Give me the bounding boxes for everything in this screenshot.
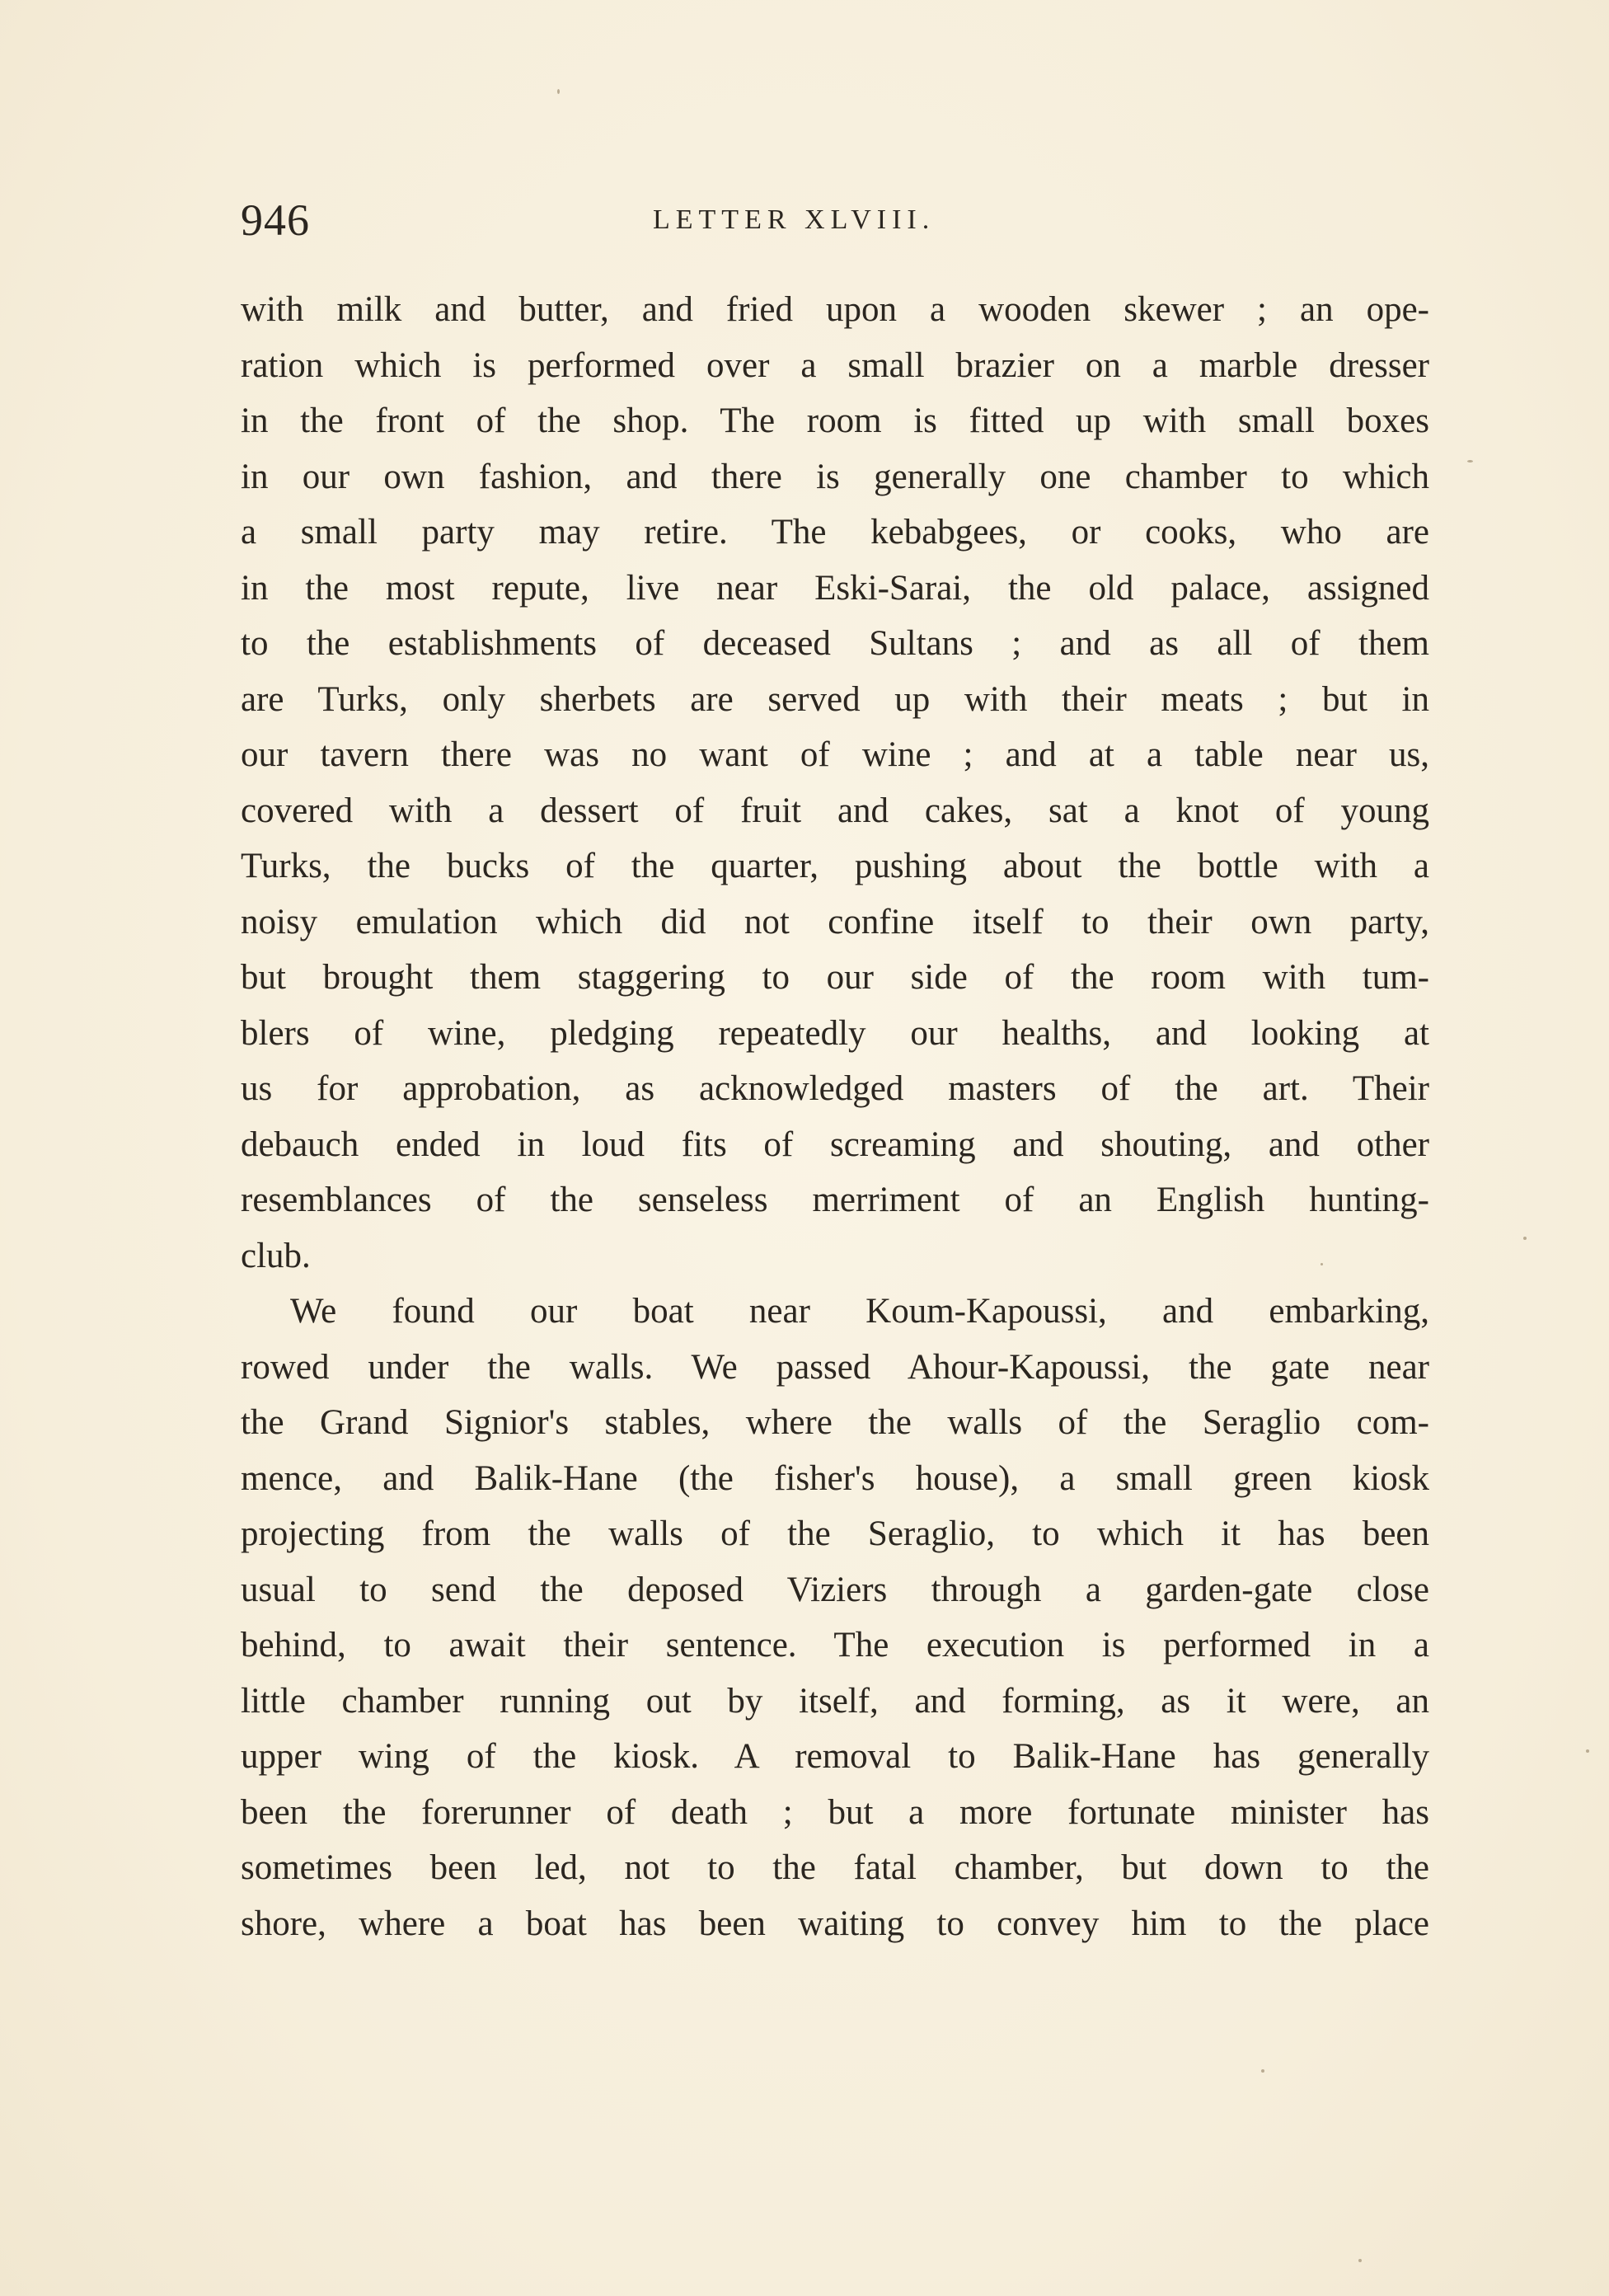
text-line: We found our boat near Koum-Kapoussi, and embarking, <box>290 1292 1429 1331</box>
text-line: debauch ended in loud fits of screaming and shouting, and other <box>241 1125 1429 1164</box>
paper-speck <box>557 89 560 94</box>
body-text <box>241 282 1429 1951</box>
text-line: shore, where a boat has been waiting to convey him to the place <box>241 1904 1429 1943</box>
text-line: Turks, the bucks of the quarter, pushing about the bottle with a <box>241 847 1429 885</box>
text-line: usual to send the deposed Viziers through a garden-gate close <box>241 1570 1429 1609</box>
paper-speck <box>1358 2259 1362 2262</box>
text-line: are Turks, only sherbets are served up with their meats ; but in <box>241 679 1429 719</box>
paper-speck <box>1261 2069 1264 2073</box>
page-number: 946 <box>241 195 310 245</box>
text-line: in the most repute, live near Eski-Sarai, the old palace, assigned <box>241 568 1429 608</box>
letter-title: LETTER XLVIII. <box>653 204 936 235</box>
text-line: ration which is performed over a small brazier on a marble dresser <box>241 345 1429 385</box>
text-line: with milk and butter, and fried upon a wooden skewer ; an ope- <box>241 290 1429 329</box>
text-line: mence, and Balik-Hane (the fisher's house), a small green kiosk <box>241 1458 1429 1498</box>
text-line: been the forerunner of death ; but a more fortunate minister has <box>241 1792 1429 1832</box>
text-line: the Grand Signior's stables, where the walls of the Seraglio com- <box>241 1403 1429 1442</box>
text-line: upper wing of the kiosk. A removal to Balik-Hane has generally <box>241 1737 1429 1776</box>
text-line: to the establishments of deceased Sultans ; and as all of them <box>241 624 1429 663</box>
text-line: blers of wine, pledging repeatedly our healths, and looking at <box>241 1013 1429 1053</box>
paper-speck <box>1467 460 1473 462</box>
paper-speck <box>1586 1749 1589 1753</box>
text-line: us for approbation, as acknowledged masters of the art. Their <box>241 1069 1429 1108</box>
text-line: club. <box>241 1236 311 1275</box>
text-line: but brought them staggering to our side of the room with tum- <box>241 958 1429 997</box>
running-head <box>241 191 1428 249</box>
text-line: projecting from the walls of the Seraglio, to which it has been <box>241 1514 1429 1553</box>
text-line: resemblances of the senseless merriment of an English hunting- <box>241 1181 1429 1219</box>
text-line: a small party may retire. The kebabgees, or cooks, who are <box>241 513 1429 552</box>
text-line: behind, to await their sentence. The execution is performed in a <box>241 1626 1429 1664</box>
text-line: covered with a dessert of fruit and cakes, sat a knot of young <box>241 791 1429 830</box>
text-line: in the front of the shop. The room is fitted up with small boxes <box>241 401 1429 440</box>
text-line: little chamber running out by itself, and forming, as it were, an <box>241 1681 1429 1721</box>
text-line: noisy emulation which did not confine itself to their own party, <box>241 902 1429 941</box>
text-line: in our own fashion, and there is generally one chamber to which <box>241 457 1429 496</box>
text-line: our tavern there was no want of wine ; and at a table near us, <box>241 735 1429 774</box>
paper-speck <box>1523 1237 1527 1240</box>
text-line: rowed under the walls. We passed Ahour-Kapoussi, the gate near <box>241 1347 1429 1387</box>
text-line: sometimes been led, not to the fatal chamber, but down to the <box>241 1848 1429 1887</box>
paper-speck <box>1321 1263 1323 1265</box>
